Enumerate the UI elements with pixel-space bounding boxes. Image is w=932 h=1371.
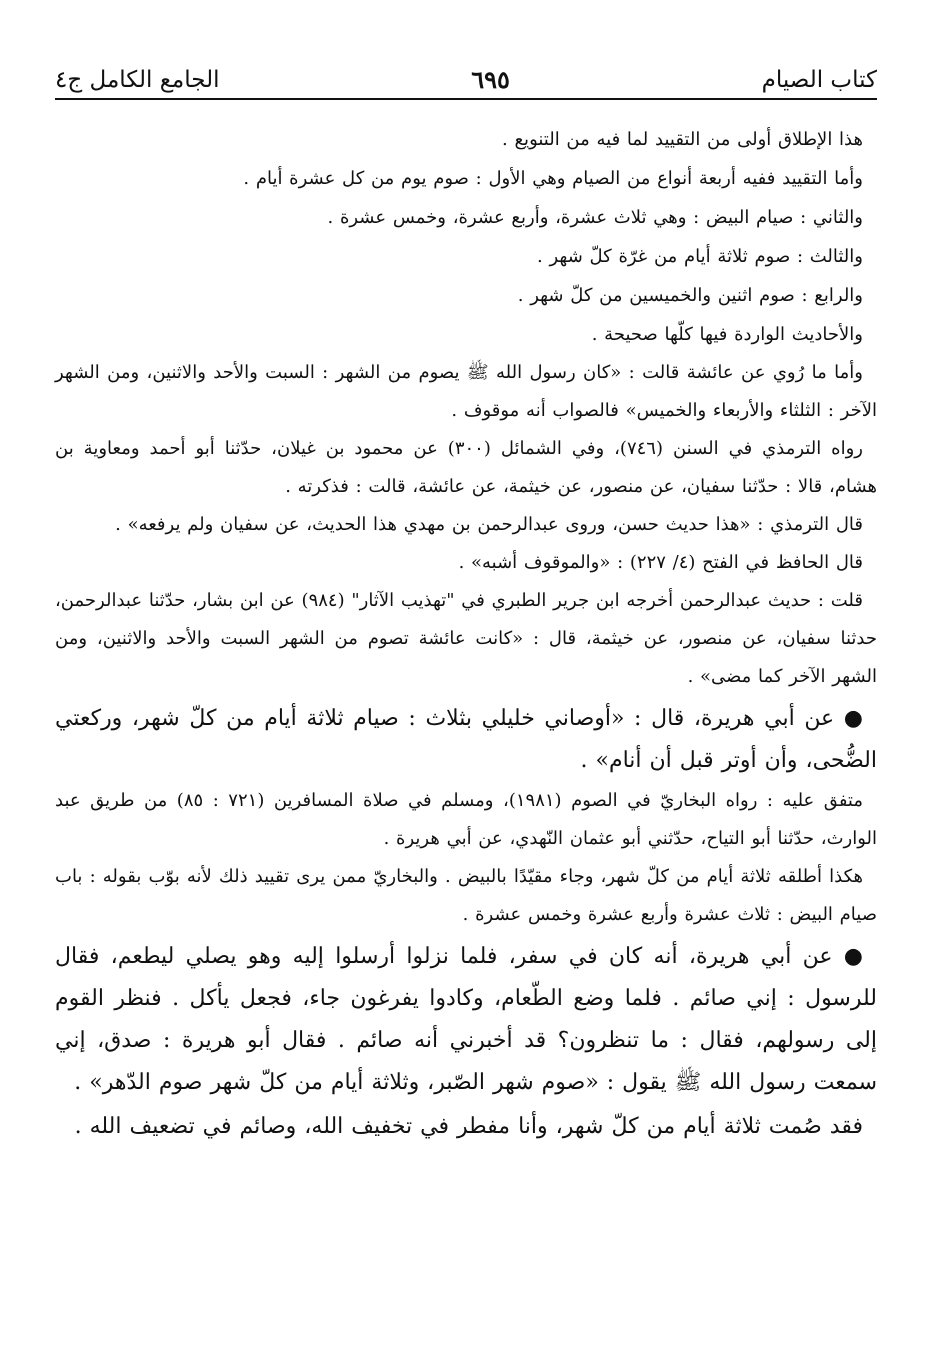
footnote-paragraph: قال الترمذي : «هذا حديث حسن، وروى عبدالرحمن بن مهدي هذا الحديث، عن سفيان ولم يرفعه» . [115,514,863,535]
page-body [55,120,877,1148]
footnote-paragraph: قال الحافظ في الفتح (٤/ ٢٢٧) : «والموقوف أشبه» . [458,552,863,573]
paragraph: والأحاديث الواردة فيها كلّها صحيحة . [591,324,863,345]
paragraph: وأما التقييد ففيه أربعة أنواع من الصيام وهي الأول : صوم يوم من كل عشرة أيام . [243,168,863,189]
footnote-paragraph: رواه الترمذي في السنن (٧٤٦)، وفي الشمائل (٣٠٠) عن محمود بن غيلان، حدّثنا أبو أحمد ومعاوية بن هشام، قالا : حدّثنا سفيان، عن منصور، عن خيثمة، عن عائشة، قالت : فذكرته . [55,438,877,497]
paragraph: والرابع : صوم اثنين والخميسين من كلّ شهر . [517,285,863,306]
book-title: الجامع الكامل ج٤ [55,67,220,93]
chapter-title: كتاب الصيام [761,67,877,93]
page-number: ٦٩٥ [471,65,510,94]
footnote-paragraph: قلت : حديث عبدالرحمن أخرجه ابن جرير الطبري في "تهذيب الآثار" (٩٨٤) عن ابن بشار، حدّثنا عبدالرحمن، حدثنا سفيان، عن منصور، عن خيثمة، قال : «كانت عائشة تصوم من الشهر السبت والأحد والاثنين، ومن الشهر الآخر كما مضى» . [55,590,877,687]
header-divider [55,98,877,100]
page-header [55,52,877,92]
paragraph: هذا الإطلاق أولى من التقييد لما فيه من التنويع . [502,129,863,150]
footnote-paragraph: هكذا أطلقه ثلاثة أيام من كلّ شهر، وجاء مقيّدًا بالبيض . والبخاريّ ممن يرى تقييد ذلك لأنه بوّب بقوله : باب صيام البيض : ثلاث عشرة وأربع عشرة وخمس عشرة . [55,866,877,925]
hadith-paragraph: فقد صُمت ثلاثة أيام من كلّ شهر، وأنا مفطر في تخفيف الله، وصائم في تضعيف الله . [74,1114,863,1139]
paragraph: وأما ما رُوي عن عائشة قالت : «كان رسول الله ﷺ يصوم من الشهر : السبت والأحد والاثنين، ومن الشهر الآخر : الثلثاء والأربعاء والخميس» فالصواب أنه موقوف . [55,362,877,421]
paragraph: والثاني : صيام البيض : وهي ثلاث عشرة، وأربع عشرة، وخمس عشرة . [327,207,863,228]
hadith-paragraph: ● عن أبي هريرة، قال : «أوصاني خليلي بثلاث : صيام ثلاثة أيام من كلّ شهر، وركعتي الضُّحى، وأن أوتر قبل أن أنام» . [55,706,877,773]
paragraph: والثالث : صوم ثلاثة أيام من غرّة كلّ شهر . [537,246,863,267]
hadith-paragraph: ● عن أبي هريرة، أنه كان في سفر، فلما نزلوا أرسلوا إليه وهو يصلي ليطعم، فقال للرسول : إني صائم . فلما وضع الطّعام، وكادوا يفرغون جاء، فجعل يأكل . فنظر القوم إلى رسولهم، فقال : ما تنظرون؟ قد أخبرني أنه صائم . فقال أبو هريرة : صدق، إني سمعت رسول الله ﷺ يقول : «صوم شهر الصّبر، وثلاثة أيام من كلّ شهر صوم الدّهر» . [55,944,877,1095]
footnote-paragraph: متفق عليه : رواه البخاريّ في الصوم (١٩٨١)، ومسلم في صلاة المسافرين (٧٢١ : ٨٥) من طريق عبد الوارث، حدّثنا أبو التياح، حدّثني أبو عثمان النّهدي، عن أبي هريرة . [55,790,877,849]
